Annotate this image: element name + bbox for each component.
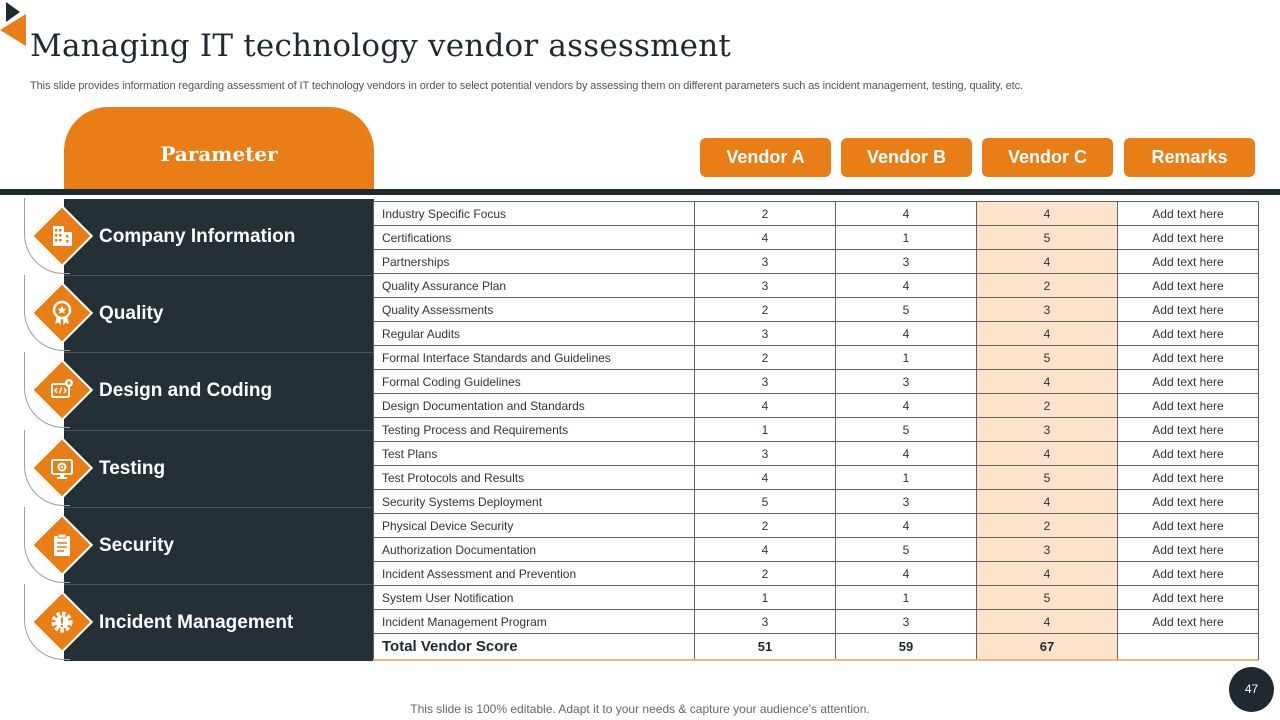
remarks-cell: Add text here xyxy=(1118,442,1259,466)
vendor-c-cell: 4 xyxy=(977,370,1118,394)
vendor-a-cell: 3 xyxy=(695,322,836,346)
category-label-design-and-coding: Design and Coding xyxy=(99,380,273,401)
category-label-security: Security xyxy=(99,535,174,556)
category-label-testing: Testing xyxy=(99,458,166,479)
vendor-b-cell: 1 xyxy=(836,226,977,250)
vendor-c-cell: 5 xyxy=(977,346,1118,370)
slide-subtitle: This slide provides information regarding assessment of IT technology vendors in order to select potential vendors by assessing them on different parameters such as incident management, testing, quality, etc. xyxy=(30,80,1023,92)
vendor-c-cell: 3 xyxy=(977,298,1118,322)
vendor-c-cell: 2 xyxy=(977,274,1118,298)
parameter-cell: Testing Process and Requirements xyxy=(374,418,695,442)
parameter-cell: Security Systems Deployment xyxy=(374,490,695,514)
parameter-cell: Formal Interface Standards and Guidelines xyxy=(374,346,695,370)
remarks-cell: Add text here xyxy=(1118,370,1259,394)
vendor-c-cell: 4 xyxy=(977,562,1118,586)
vendor-b-cell: 4 xyxy=(836,442,977,466)
vendor-c-cell: 5 xyxy=(977,466,1118,490)
parameter-cell: Quality Assessments xyxy=(374,298,695,322)
vendor-b-header: Vendor B xyxy=(841,138,972,177)
category-label-quality: Quality xyxy=(99,303,164,324)
parameter-cell: Certifications xyxy=(374,226,695,250)
vendor-c-cell: 4 xyxy=(977,442,1118,466)
parameter-cell: Formal Coding Guidelines xyxy=(374,370,695,394)
parameter-cell: Incident Assessment and Prevention xyxy=(374,562,695,586)
table-row xyxy=(374,226,1259,250)
category-separator xyxy=(64,352,374,353)
header-divider-bar xyxy=(0,189,1280,195)
vendor-b-cell: 1 xyxy=(836,586,977,610)
vendor-a-cell: 5 xyxy=(695,490,836,514)
vendor-a-cell: 1 xyxy=(695,586,836,610)
vendor-c-cell: 2 xyxy=(977,514,1118,538)
vendor-c-cell: 2 xyxy=(977,394,1118,418)
remarks-cell: Add text here xyxy=(1118,322,1259,346)
remarks-header: Remarks xyxy=(1124,138,1255,177)
vendor-b-cell: 1 xyxy=(836,346,977,370)
remarks-cell: Add text here xyxy=(1118,466,1259,490)
category-separator xyxy=(64,430,374,431)
vendor-a-cell: 3 xyxy=(695,442,836,466)
vendor-b-cell: 4 xyxy=(836,274,977,298)
total-vendor-b-cell: 59 xyxy=(836,634,977,660)
remarks-cell: Add text here xyxy=(1118,538,1259,562)
vendor-b-cell: 4 xyxy=(836,322,977,346)
category-separator xyxy=(64,584,374,585)
table-row xyxy=(374,250,1259,274)
vendor-a-cell: 4 xyxy=(695,226,836,250)
category-label-company-information: Company Information xyxy=(99,226,296,247)
total-underline xyxy=(373,659,1258,661)
table-row xyxy=(374,346,1259,370)
vendor-b-cell: 5 xyxy=(836,538,977,562)
vendor-b-cell: 4 xyxy=(836,514,977,538)
vendor-a-header: Vendor A xyxy=(700,138,831,177)
table-row xyxy=(374,514,1259,538)
total-vendor-c-cell: 67 xyxy=(977,634,1118,660)
parameter-cell: System User Notification xyxy=(374,586,695,610)
vendor-a-cell: 2 xyxy=(695,514,836,538)
remarks-cell: Add text here xyxy=(1118,490,1259,514)
vendor-c-cell: 3 xyxy=(977,418,1118,442)
vendor-b-cell: 1 xyxy=(836,466,977,490)
vendor-c-cell: 5 xyxy=(977,586,1118,610)
vendor-b-cell: 4 xyxy=(836,202,977,226)
parameter-cell: Regular Audits xyxy=(374,322,695,346)
parameter-cell: Quality Assurance Plan xyxy=(374,274,695,298)
total-row xyxy=(374,634,1259,660)
parameter-cell: Test Protocols and Results xyxy=(374,466,695,490)
parameter-cell: Physical Device Security xyxy=(374,514,695,538)
code-gear-icon xyxy=(46,374,78,406)
remarks-cell: Add text here xyxy=(1118,226,1259,250)
vendor-c-cell: 4 xyxy=(977,202,1118,226)
vendor-a-cell: 2 xyxy=(695,346,836,370)
table-row xyxy=(374,538,1259,562)
remarks-cell: Add text here xyxy=(1118,394,1259,418)
table-row xyxy=(374,466,1259,490)
remarks-cell: Add text here xyxy=(1118,346,1259,370)
parameter-header-label: Parameter xyxy=(160,142,278,166)
table-row xyxy=(374,610,1259,634)
table-row xyxy=(374,418,1259,442)
remarks-cell: Add text here xyxy=(1118,562,1259,586)
remarks-cell: Add text here xyxy=(1118,202,1259,226)
gear-alert-icon xyxy=(46,606,78,638)
parameter-cell: Design Documentation and Standards xyxy=(374,394,695,418)
slide-footer: This slide is 100% editable. Adapt it to your needs & capture your audience’s attention. xyxy=(410,702,870,716)
vendor-c-header: Vendor C xyxy=(982,138,1113,177)
table-row xyxy=(374,322,1259,346)
total-remarks-cell xyxy=(1118,634,1259,660)
remarks-cell: Add text here xyxy=(1118,298,1259,322)
category-separator xyxy=(64,507,374,508)
slide-title: Managing IT technology vendor assessment xyxy=(30,28,732,64)
vendor-a-cell: 2 xyxy=(695,202,836,226)
table-row xyxy=(374,274,1259,298)
table-row xyxy=(374,586,1259,610)
remarks-cell: Add text here xyxy=(1118,514,1259,538)
vendor-c-cell: 3 xyxy=(977,538,1118,562)
vendor-a-cell: 3 xyxy=(695,610,836,634)
vendor-a-cell: 3 xyxy=(695,250,836,274)
table-row xyxy=(374,394,1259,418)
vendor-c-cell: 4 xyxy=(977,322,1118,346)
vendor-b-cell: 3 xyxy=(836,490,977,514)
vendor-a-cell: 4 xyxy=(695,538,836,562)
vendor-c-cell: 4 xyxy=(977,490,1118,514)
vendor-a-cell: 3 xyxy=(695,274,836,298)
vendor-c-cell: 5 xyxy=(977,226,1118,250)
vendor-b-cell: 3 xyxy=(836,370,977,394)
remarks-cell: Add text here xyxy=(1118,418,1259,442)
total-vendor-a-cell: 51 xyxy=(695,634,836,660)
building-icon xyxy=(46,220,78,252)
vendor-a-cell: 1 xyxy=(695,418,836,442)
parameter-cell: Authorization Documentation xyxy=(374,538,695,562)
table-row xyxy=(374,202,1259,226)
table-row xyxy=(374,562,1259,586)
vendor-c-cell: 4 xyxy=(977,250,1118,274)
total-label-cell: Total Vendor Score xyxy=(374,634,695,660)
category-separator xyxy=(64,275,374,276)
table-row xyxy=(374,442,1259,466)
vendor-a-cell: 4 xyxy=(695,394,836,418)
vendor-a-cell: 4 xyxy=(695,466,836,490)
vendor-a-cell: 2 xyxy=(695,298,836,322)
vendor-b-cell: 3 xyxy=(836,250,977,274)
parameter-cell: Industry Specific Focus xyxy=(374,202,695,226)
parameter-cell: Incident Management Program xyxy=(374,610,695,634)
vendor-a-cell: 3 xyxy=(695,370,836,394)
vendor-a-cell: 2 xyxy=(695,562,836,586)
remarks-cell: Add text here xyxy=(1118,274,1259,298)
vendor-b-cell: 4 xyxy=(836,562,977,586)
parameter-cell: Partnerships xyxy=(374,250,695,274)
category-label-incident-management: Incident Management xyxy=(99,612,294,633)
vendor-b-cell: 3 xyxy=(836,610,977,634)
remarks-cell: Add text here xyxy=(1118,586,1259,610)
vendor-b-cell: 5 xyxy=(836,298,977,322)
page-number-badge: 47 xyxy=(1229,667,1274,712)
table-row xyxy=(374,490,1259,514)
clipboard-icon xyxy=(46,529,78,561)
table-row xyxy=(374,370,1259,394)
corner-triangle-orange xyxy=(0,14,26,46)
parameter-cell: Test Plans xyxy=(374,442,695,466)
table-row xyxy=(374,298,1259,322)
monitor-settings-icon xyxy=(46,452,78,484)
vendor-b-cell: 5 xyxy=(836,418,977,442)
award-badge-icon xyxy=(46,297,78,329)
vendor-b-cell: 4 xyxy=(836,394,977,418)
remarks-cell: Add text here xyxy=(1118,610,1259,634)
assessment-table xyxy=(373,201,1259,660)
vendor-c-cell: 4 xyxy=(977,610,1118,634)
remarks-cell: Add text here xyxy=(1118,250,1259,274)
